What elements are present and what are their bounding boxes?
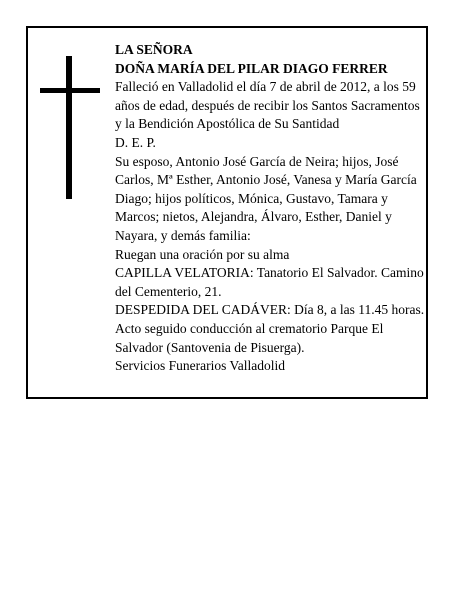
cross-vertical-bar	[66, 56, 72, 199]
farewell-info: DESPEDIDA DEL CADÁVER: Día 8, a las 11.45 horas. Acto seguido conducción al crematorio Parque El Salvador (Santovenia de Pisuerga).	[115, 302, 425, 355]
prayer-request: Ruegan una oración por su alma	[115, 246, 290, 262]
honorific: LA SEÑORA	[115, 42, 193, 57]
death-statement: Falleció en Valladolid el día 7 de abril de 2012, a los 59 años de edad, después de recibir los Santos Sacramentos y la Bendición Apostólica de Su Santidad	[115, 79, 420, 132]
rip-line: D. E. P.	[115, 134, 156, 150]
funeral-services: Servicios Funerarios Valladolid	[115, 358, 285, 374]
notice-body	[115, 41, 425, 376]
obituary-notice	[26, 26, 428, 399]
chapel-info: CAPILLA VELATORIA: Tanatorio El Salvador. Camino del Cementerio, 21.	[115, 265, 424, 299]
deceased-name: DOÑA MARÍA DEL PILAR DIAGO FERRER	[115, 60, 388, 76]
latin-cross-icon	[28, 28, 108, 228]
family-list: Su esposo, Antonio José García de Neira; hijos, José Carlos, Mª Esther, Antonio José, Vanesa y María García Diago; hijos políticos, Mónica, Gustavo, Tamara y Marcos; nietos, Alejandra, Álvaro, Esther, Daniel y Nayara, y demás familia:	[115, 153, 417, 243]
cross-horizontal-bar	[40, 88, 100, 93]
